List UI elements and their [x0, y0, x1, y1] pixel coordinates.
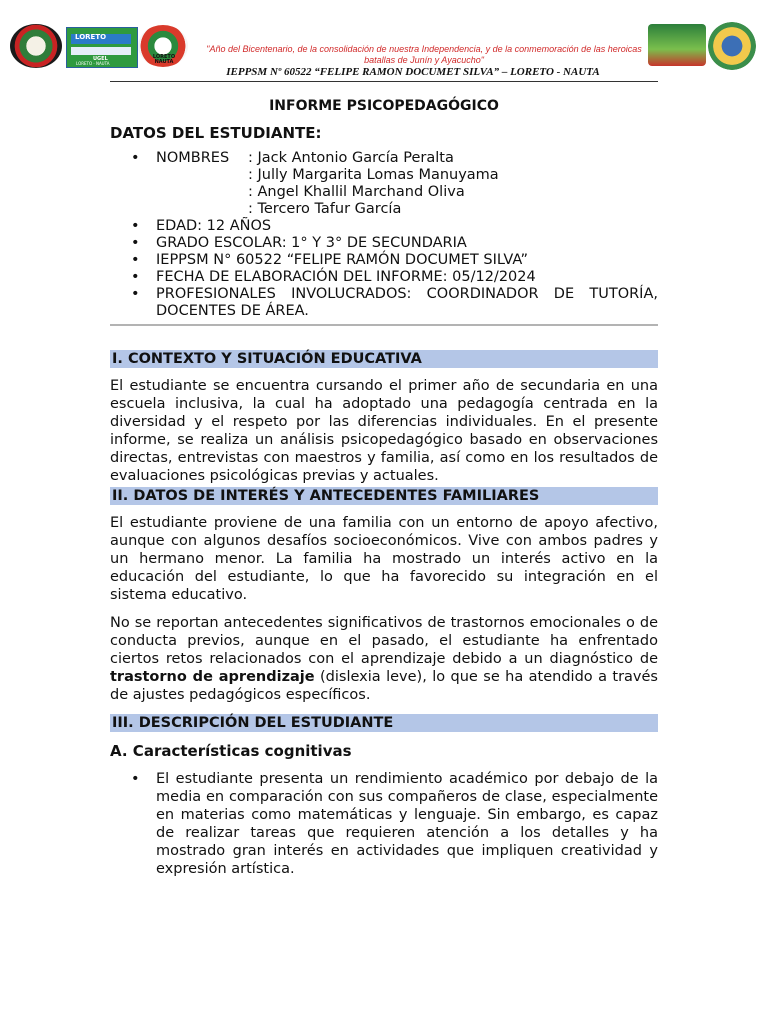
date-field: FECHA DE ELABORACIÓN DEL INFORME: 05/12/2024: [156, 269, 536, 285]
bullet: •: [131, 269, 140, 285]
student-data-heading: DATOS DEL ESTUDIANTE:: [110, 124, 322, 142]
grade-field: GRADO ESCOLAR: 1° Y 3° DE SECUNDARIA: [156, 235, 467, 251]
loreto-logo-caption: LORETO NAUTA: [152, 54, 176, 65]
loreto-nauta-logo: [138, 25, 188, 67]
context-paragraph: El estudiante se encuentra cursando el primer año de secundaria en una escuela inclusiva, la cual ha adoptado una pedagogía centrada en la diversidad y el respeto por las diferencias individuales. En el presente informe, se realiza un análisis psicopedagógico basado en observaciones directas, entrevistas con maestros y familia, así como en los resultados de evaluaciones psicológicas previas y actuales.: [110, 378, 658, 484]
cognitive-list: [110, 770, 658, 878]
names-label: NOMBRES: [156, 150, 230, 166]
list-item-school: [110, 252, 658, 269]
names-block: [156, 150, 658, 218]
ugel-logo-caption: LORETO · NAUTA: [76, 61, 110, 66]
student-name: : Tercero Tafur García: [248, 201, 402, 217]
header-motto: "Año del Bicentenario, de la consolidación de nuestra Independencia, y de la conmemoración de las heroicas batallas de Junín y Ayacucho": [206, 44, 642, 65]
names-values: [248, 150, 658, 218]
student-name: : Angel Khallil Marchand Oliva: [248, 184, 465, 200]
document-header: [0, 0, 768, 84]
list-item-grade: [110, 235, 658, 252]
ugel-loreto-logo: [66, 27, 138, 68]
diagnosis-term: trastorno de aprendizaje: [110, 669, 315, 685]
logo-band-light: [71, 47, 131, 55]
family-paragraph-2-start: No se reportan antecedentes significativos de trastornos emocionales o de conducta previos, aunque en el pasado, el estudiante ha enfrentado ciertos retos relacionados con el aprendizaje debido a un diagnóstico de: [110, 615, 658, 667]
school-field: IEPPSM N° 60522 “FELIPE RAMÓN DOCUMET SILVA”: [156, 252, 528, 268]
list-item: [110, 770, 658, 878]
student-name: : Jully Margarita Lomas Manuyama: [248, 167, 499, 183]
bullet: •: [131, 150, 140, 166]
cognitive-text: El estudiante presenta un rendimiento académico por debajo de la media en comparación con sus compañeros de clase, especialmente en materias como matemáticas y lenguaje. Sin embargo, es capaz de realizar tareas que requieren atención a los detalles y ha mostrado gran interés en actividades que impliquen creatividad y expresión artística.: [156, 771, 658, 877]
school-crest-logo: [708, 22, 756, 70]
voluntariado-logo: [648, 24, 706, 66]
institution-seal-logo: [10, 24, 62, 68]
document-body: [110, 96, 658, 878]
school-name-line: IEPPSM Nº 60522 “FELIPE RAMON DOCUMET SILVA” – LORETO - NAUTA: [226, 66, 600, 78]
age-field: EDAD: 12 AÑOS: [156, 218, 272, 234]
list-item-professionals: [110, 286, 658, 320]
list-item-date: [110, 269, 658, 286]
family-paragraph-2-end: (dislexia leve), lo que se ha atendido a través de ajustes pedagógicos específicos.: [110, 669, 658, 703]
section-heading-family: II. DATOS DE INTERÉS Y ANTECEDENTES FAMILIARES: [110, 487, 658, 505]
ugel-logo-title: LORETO: [75, 33, 107, 41]
bullet: •: [131, 771, 140, 787]
bullet: •: [131, 235, 140, 251]
section-heading-description: III. DESCRIPCIÓN DEL ESTUDIANTE: [110, 714, 658, 732]
family-paragraph-1: El estudiante proviene de una familia con un entorno de apoyo afectivo, aunque con algunos desafíos socioeconómicos. Vive con ambos padres y un hermano menor. La familia ha mostrado un interés activo en la educación del estudiante, lo que ha favorecido su integración en el sistema educativo.: [110, 515, 658, 603]
document-title: INFORME PSICOPEDAGÓGICO: [269, 98, 499, 114]
bullet: •: [131, 252, 140, 268]
family-paragraph-2: [110, 614, 658, 704]
cognitive-subheading: A. Características cognitivas: [110, 742, 352, 760]
bullet: •: [131, 218, 140, 234]
professionals-field: PROFESIONALES INVOLUCRADOS: COORDINADOR DE TUTORÍA, DOCENTES DE ÁREA.: [156, 286, 658, 319]
list-item-names: [110, 150, 658, 218]
ugel-logo-sub: UGEL: [93, 56, 108, 62]
student-data-list: [110, 150, 658, 320]
header-divider: [110, 81, 658, 82]
list-item-age: [110, 218, 658, 235]
bullet: •: [131, 286, 140, 302]
section-heading-context: I. CONTEXTO Y SITUACIÓN EDUCATIVA: [110, 350, 658, 368]
student-name: : Jack Antonio García Peralta: [248, 150, 454, 166]
